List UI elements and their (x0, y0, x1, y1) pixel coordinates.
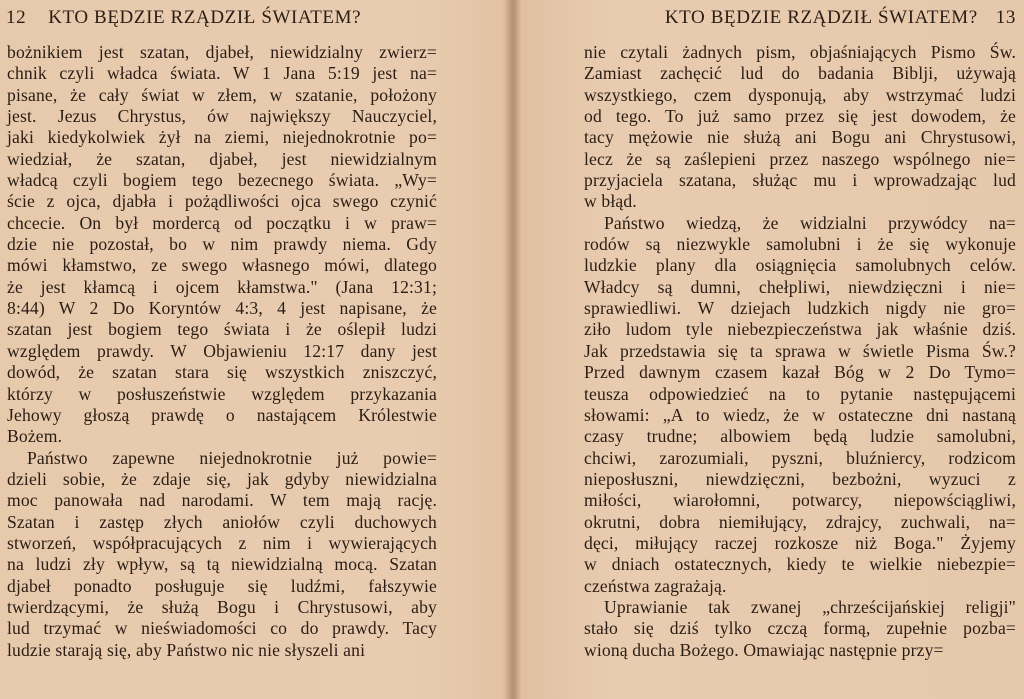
running-title: KTO BĘDZIE RZĄDZIŁ ŚWIATEM? (48, 7, 362, 28)
text-line: okrutni, dobra niemiłujący, zdrajcy, zuchwali, na= (584, 511, 1016, 532)
text-line: chcecie. On był mordercą od początku i w praw= (7, 212, 437, 233)
text-line: ziło ludom tyle niebezpieczeństwa jak właśnie dziś. (584, 319, 1016, 340)
right-page-body (584, 42, 1016, 661)
text-line: bożnikiem jest szatan, djabeł, niewidzialny zwierz= (7, 42, 437, 62)
text-line: dzieli sobie, że zdaje się, jak gdyby niewidzialna (7, 468, 437, 489)
text-line: Szatan i zastęp złych aniołów czyli duchowych (7, 511, 437, 532)
text-line: Władcy są dumni, chełpliwi, niewdzięczni i nie= (584, 276, 1016, 297)
text-line: władcą czyli bogiem tego bezecnego świata. „Wy= (7, 170, 437, 191)
text-line: że jest kłamcą i ojcem kłamstwa." (Jana 12:31; (7, 276, 437, 297)
text-line: Przed dawnym czasem kazał Bóg w 2 Do Tymo= (584, 362, 1016, 383)
text-line: Jak przedstawia się ta sprawa w świetle Pisma Św.? (584, 340, 1016, 361)
text-line: Bożem. (7, 426, 63, 447)
text-line: od tego. To już samo przez się jest dowodem, że (584, 106, 1016, 127)
text-line: teusza odpowiedzieć na to pytanie następującemi (584, 383, 1016, 404)
text-line: czasy trudne; albowiem będą ludzie samolubni, (584, 426, 1016, 447)
right-page (521, 0, 1024, 699)
left-page-body (7, 42, 437, 661)
text-line: nie czytali żadnych pism, objaśniających Pismo Św. (584, 42, 1016, 62)
text-line: przyjaciela szatana, służąc mu i wprowadzając lud (584, 170, 1016, 191)
page-number: 13 (995, 7, 1016, 28)
text-line: lud trzymać w nieświadomości co do prawdy. Tacy (7, 618, 437, 639)
text-line: rodów są niezwykle samolubni i że się wykonuje (584, 234, 1016, 255)
text-line: wszystkiego, czem dysponują, aby wstrzymać ludzi (584, 84, 1016, 105)
text-line: sprawiedliwi. W dziejach ludzkich nigdy nie gro= (584, 298, 1016, 319)
text-line: dowód, że szatan stara się wszystkich zniszczyć, (7, 362, 437, 383)
text-line: mówi kłamstwo, ze swego własnego mówi, dlatego (7, 255, 437, 276)
page-number: 12 (6, 7, 27, 28)
text-line: stworzeń, współpracujących z nim i wywierających (7, 532, 437, 553)
text-line: stało się dziś tylko czczą formą, zupełnie pozba= (584, 618, 1016, 639)
text-line: szatan jest bogiem tego świata i że oślepił ludzi (7, 319, 437, 340)
text-line: pisane, że cały świat w złem, w szatanie, położony (7, 84, 437, 105)
text-line: na ludzi zły wpływ, są tą niewidzialną mocą. Szatan (7, 554, 437, 575)
text-line: Uprawianie tak zwanej „chrześcijańskiej religji" (604, 596, 1016, 617)
text-line: Zamiast zachęcić lud do badania Biblji, używają (584, 63, 1016, 84)
text-line: moc panowała nad narodami. W tem mają rację. (7, 490, 437, 511)
book-gutter (505, 0, 521, 699)
text-line: dęci, miłujący raczej rozkosze niż Boga." Żyjemy (584, 532, 1016, 553)
left-page (0, 0, 505, 699)
text-line: Państwo zapewne niejednokrotnie już powie= (27, 447, 437, 468)
text-line: jest. Jezus Chrystus, ów największy Nauczyciel, (7, 106, 437, 127)
text-line: w błąd. (584, 191, 637, 212)
text-line: ludzie starają się, aby Państwo nic nie słyszeli ani (7, 639, 366, 660)
text-line: Jehowy głoszą prawdę o nastającem Królestwie (7, 404, 437, 425)
text-line: jaki kiedykolwiek żył na ziemi, niejednokrotnie po= (7, 127, 437, 148)
text-line: względem prawdy. W Objawieniu 12:17 dany jest (7, 340, 437, 361)
text-line: twierdzącymi, że służą Bogu i Chrystusowi, aby (7, 596, 437, 617)
text-line: wiedział, że szatan, djabeł, jest niewidzialnym (7, 148, 437, 169)
text-line: ludzkie plany dla osiągnięcia samolubnych celów. (584, 255, 1016, 276)
text-line: dzie nie pozostał, bo w nim prawdy niema. Gdy (7, 234, 437, 255)
running-title: KTO BĘDZIE RZĄDZIŁ ŚWIATEM? (664, 7, 978, 28)
text-line: tacy mężowie nie służą ani Bogu ani Chrystusowi, (584, 127, 1016, 148)
right-page-header (629, 7, 1016, 31)
text-line: w dniach ostatecznych, kiedy te wielkie niebezpie= (584, 554, 1016, 575)
text-line: ście z ojca, djabła i pożądliwości ojca swego czynić (7, 191, 437, 212)
text-line: słowami: „A to wiedz, że w ostateczne dni nastaną (584, 404, 1016, 425)
text-line: djabeł ponadto posługuje się ludźmi, fałszywie (7, 575, 437, 596)
left-page-header (6, 7, 479, 31)
text-line: chciwi, zarozumiali, pyszni, bluźniercy, rodzicom (584, 447, 1016, 468)
text-line: nieposłuszni, niewdzięczni, bezbożni, wyzuci z (584, 468, 1016, 489)
text-line: 8:44) W 2 Do Koryntów 4:3, 4 jest napisane, że (7, 298, 437, 319)
text-line: którzy w posłuszeństwie względem przykazania (7, 383, 437, 404)
text-line: lecz że są zaślepieni przez naszego wspólnego nie= (584, 148, 1016, 169)
text-line: miłości, wiarołomni, potwarcy, niepowściągliwi, (584, 490, 1016, 511)
text-line: czeństwa zagrażają. (584, 575, 727, 596)
text-line: Państwo wiedzą, że widzialni przywódcy na= (604, 212, 1016, 233)
text-line: chnik czyli władca świata. W 1 Jana 5:19 jest na= (7, 63, 437, 84)
text-line: wioną ducha Bożego. Omawiając następnie przy= (584, 639, 944, 660)
